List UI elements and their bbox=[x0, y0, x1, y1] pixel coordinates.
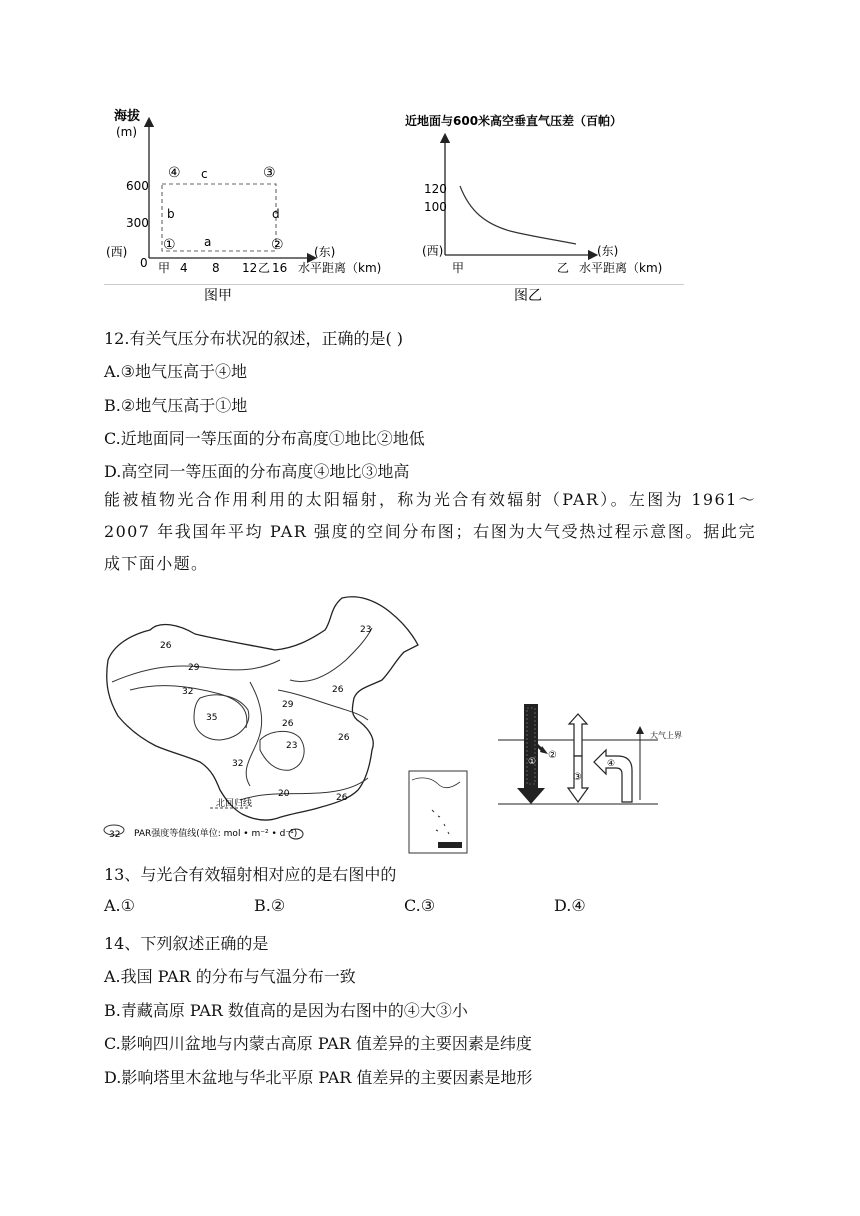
q12-option-b: B.②地气压高于①地 bbox=[104, 396, 248, 415]
x-axis-label: 水平距离（km) bbox=[298, 261, 382, 275]
arrow-1-label: ① bbox=[528, 757, 537, 767]
edge-d: d bbox=[272, 207, 280, 221]
arrow-up-hollow bbox=[569, 714, 587, 756]
q12-option-a: A.③地气压高于④地 bbox=[104, 362, 247, 381]
circulation-rect bbox=[162, 184, 276, 251]
contour-label: 26 bbox=[160, 641, 172, 651]
contour-label: 26 bbox=[338, 733, 350, 743]
south-china-sea-inset bbox=[408, 770, 468, 854]
point-2: ② bbox=[271, 237, 284, 253]
y-tick-100: 100 bbox=[424, 200, 447, 214]
x-tick-8: 8 bbox=[212, 261, 220, 275]
chart-title: 近地面与600米高空垂直气压差（百帕） bbox=[405, 114, 623, 128]
figure-divider bbox=[104, 284, 684, 285]
contour-label: 32 bbox=[232, 759, 244, 769]
q12-option-d: D.高空同一等压面的分布高度④地比③地高 bbox=[104, 462, 410, 481]
caption-jia: 图甲 bbox=[204, 288, 232, 304]
x-end-yi: 乙 bbox=[557, 261, 570, 275]
contour-label: 23 bbox=[360, 625, 372, 635]
contour-label: 26 bbox=[332, 685, 344, 695]
arrow-thin-up-head bbox=[636, 726, 644, 734]
y-tick-300: 300 bbox=[126, 216, 149, 230]
x-tick-12: 12 bbox=[242, 261, 258, 275]
q13-stem: 13、与光合有效辐射相对应的是右图中的 bbox=[104, 865, 397, 884]
legend-text: PAR强度等值线(单位: mol • m⁻² • d⁻¹) bbox=[134, 829, 298, 839]
y-tick-600: 600 bbox=[126, 179, 149, 193]
arrow-1 bbox=[517, 704, 545, 804]
contour-label: 32 bbox=[182, 687, 194, 697]
x-tick-16: 16 bbox=[272, 261, 288, 275]
figure-yi bbox=[400, 100, 700, 310]
edge-b: b bbox=[167, 207, 175, 221]
q13-option-c: C.③ bbox=[404, 896, 436, 915]
legend-value: 32 bbox=[109, 830, 121, 840]
q13-option-b: B.② bbox=[254, 896, 286, 915]
edge-c: c bbox=[201, 167, 208, 181]
edge-a: a bbox=[204, 235, 212, 249]
label-east: (东) bbox=[314, 245, 336, 259]
x-tick-jia: 甲 bbox=[158, 261, 171, 275]
point-3: ③ bbox=[263, 165, 276, 181]
q14-stem: 14、下列叙述正确的是 bbox=[104, 934, 269, 953]
label-west: (西) bbox=[106, 245, 128, 259]
contour-label: 29 bbox=[188, 663, 200, 673]
q14-option-a: A.我国 PAR 的分布与气温分布一致 bbox=[104, 967, 356, 986]
point-4: ④ bbox=[168, 165, 181, 181]
atmosphere-top-label: 大气上界 bbox=[650, 731, 682, 740]
x-start-jia: 甲 bbox=[452, 261, 465, 275]
y-tick-0: 0 bbox=[140, 256, 148, 270]
x-tick-4: 4 bbox=[180, 261, 188, 275]
q14-option-b: B.青藏高原 PAR 数值高的是因为右图中的④大③小 bbox=[104, 1001, 468, 1020]
figure-jia bbox=[100, 100, 420, 310]
q12-option-c: C.近地面同一等压面的分布高度①地比②地低 bbox=[104, 429, 425, 448]
contour-label: 29 bbox=[282, 700, 294, 710]
y-tick-120: 120 bbox=[424, 182, 447, 196]
label-east: (东) bbox=[597, 244, 619, 258]
arrow-3-label: ③ bbox=[573, 772, 582, 783]
y-label-2: (m) bbox=[116, 125, 138, 139]
contour-label: 26 bbox=[336, 793, 348, 803]
tropic-label: 北回归线 bbox=[216, 799, 253, 809]
contour-label: 26 bbox=[282, 719, 294, 729]
contour-label: 35 bbox=[206, 713, 218, 723]
inset-scale-bar bbox=[438, 842, 462, 848]
arrow-4-label: ④ bbox=[607, 759, 616, 769]
q12-stem: 12.有关气压分布状况的叙述，正确的是( ) bbox=[104, 329, 404, 348]
q13-option-a: A.① bbox=[104, 896, 135, 915]
arrow-2-label: ② bbox=[548, 750, 557, 761]
label-west: (西) bbox=[422, 244, 444, 258]
x-tick-yi: 乙 bbox=[258, 261, 271, 275]
pressure-diff-curve bbox=[460, 186, 576, 244]
atmos-diagram bbox=[496, 700, 696, 812]
q14-option-c: C.影响四川盆地与内蒙古高原 PAR 值差异的主要因素是纬度 bbox=[104, 1034, 532, 1053]
intro-paragraph: 能被植物光合作用利用的太阳辐射，称为光合有效辐射（PAR）。左图为 1961～2007 年我国年平均 PAR 强度的空间分布图；右图为大气受热过程示意图。据此完成下面小题。 bbox=[104, 490, 756, 573]
q14-option-d: D.影响塔里木盆地与华北平原 PAR 值差异的主要因素是地形 bbox=[104, 1068, 533, 1087]
q13-option-d: D.④ bbox=[554, 896, 586, 915]
arrow-4 bbox=[594, 750, 632, 802]
y-label-1: 海拔 bbox=[114, 109, 141, 124]
caption-yi: 图乙 bbox=[514, 288, 542, 304]
x-axis-label: 水平距离（km) bbox=[579, 261, 663, 275]
point-1: ① bbox=[163, 237, 176, 253]
contour-label: 20 bbox=[278, 789, 290, 799]
contour-label: 23 bbox=[286, 741, 298, 751]
